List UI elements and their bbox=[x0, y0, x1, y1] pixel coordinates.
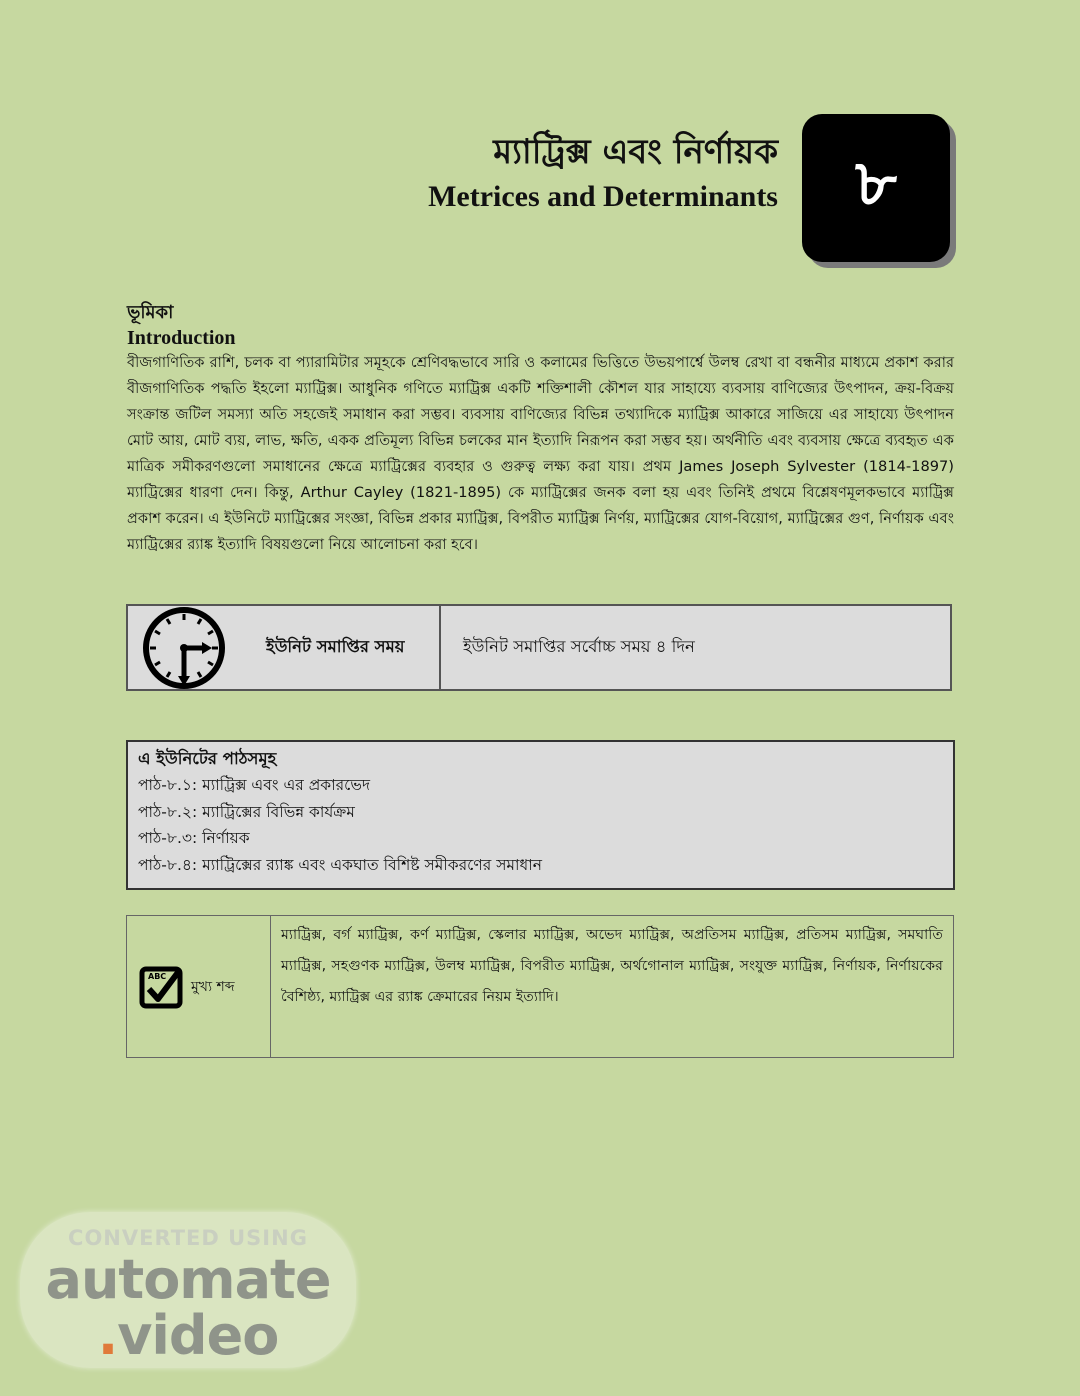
abc-icon-text: ABC bbox=[148, 971, 167, 981]
watermark-line1: CONVERTED USING bbox=[68, 1226, 308, 1250]
unit-time-value: ইউনিট সমাপ্তির সর্বোচ্চ সময় ৪ দিন bbox=[463, 637, 695, 656]
lessons-title: এ ইউনিটের পাঠসমূহ bbox=[138, 749, 277, 768]
lesson-item: পাঠ-৮.১: ম্যাট্রিক্স এবং এর প্রকারভেদ bbox=[138, 776, 371, 794]
chapter-number-badge: ৮ bbox=[802, 114, 950, 262]
clock-icon bbox=[138, 606, 230, 690]
watermark-dot: . bbox=[97, 1304, 118, 1367]
abc-checkbox-icon bbox=[139, 965, 185, 1009]
chapter-title-bengali: ম্যাট্রিক্স এবং নির্ণায়ক bbox=[493, 132, 778, 172]
intro-heading-english: Introduction bbox=[127, 327, 236, 349]
intro-paragraph: বীজগাণিতিক রাশি, চলক বা প্যারামিটার সমূহকে শ্রেণিবদ্ধভাবে সারি ও কলামের ভিত্তিতে উভয়পার্শ্বে উলম্ব রেখা বা বন্ধনীর মাধ্যমে প্রকাশ করার বীজগাণিতিক পদ্ধতি ইহলো ম্যাট্রিক্স। আধুনিক গণিতে ম্যাট্রিক্স একটি শক্তিশালী কৌশল যার সাহায্যে ব্যবসায় বাণিজ্যের উৎপাদন, ক্রয়-বিক্রয় সংক্রান্ত জটিল সমস্যা অতি সহজেই সমাধান করা সম্ভব। ব্যবসায় বাণিজ্যের বিভিন্ন তথ্যাদিকে ম্যাট্রিক্স আকারে সাজিয়ে এর সাহায্যে উৎপাদন মোট আয়, মোট ব্যয়, লাভ, ক্ষতি, একক প্রতিমূল্য বিভিন্ন চলকের মান ইত্যাদি নিরূপন করা সম্ভব হয়। অর্থনীতি এবং ব্যবসায় ক্ষেত্রে ব্যবহৃত এক মাত্রিক সমীকরণগুলো সমাধানের ক্ষেত্রে ম্যাট্রিক্সের ব্যবহার ও গুরুত্ব লক্ষ্য করা যায়। প্রথম James Joseph Sylvester (1814-1897) ম্যাট্রিক্সের ধারণা দেন। কিন্তু, Arthur Cayley (1821-1895) কে ম্যাট্রিক্সের জনক বলা হয় এবং তিনিই প্রথমে বিশ্লেষণমূলকভাবে ম্যাট্রিক্স প্রকাশ করেন। এ ইউনিটে ম্যাট্রিক্সের সংজ্ঞা, বিভিন্ন প্রকার ম্যাট্রিক্স, বিপরীত ম্যাট্রিক্স নির্ণয়, ম্যাট্রিক্সের যোগ-বিয়োগ, ম্যাট্রিক্সের গুণ, নির্ণায়ক এবং ম্যাট্রিক্সের র‍্যাঙ্ক ইত্যাদি বিষয়গুলো নিয়ে আলোচনা করা হবে। bbox=[127, 354, 954, 553]
lesson-item: পাঠ-৮.৩: নির্ণায়ক bbox=[138, 829, 250, 847]
watermark-line3-text: video bbox=[117, 1304, 279, 1367]
keywords-label-cell bbox=[127, 916, 271, 1057]
keywords-label: মুখ্য শব্দ bbox=[191, 978, 235, 995]
chapter-title-english: Metrices and Determinants bbox=[428, 180, 778, 213]
watermark-line2: automate bbox=[45, 1248, 331, 1311]
unit-time-box bbox=[126, 604, 952, 691]
keywords-text: ম্যাট্রিক্স, বর্গ ম্যাট্রিক্স, কর্ণ ম্যাট্রিক্স, স্কেলার ম্যাট্রিক্স, অভেদ ম্যাট্রিক্স, অপ্রতিসম ম্যাট্রিক্স, প্রতিসম ম্যাট্রিক্স, সমঘাতি ম্যাট্রিক্স, সহগুণক ম্যাট্রিক্স, উলম্ব ম্যাট্রিক্স, বিপরীত ম্যাট্রিক্স, অর্থগোনাল ম্যাট্রিক্স, সংযুক্ত ম্যাট্রিক্স, নির্ণায়ক, নির্ণায়কের বৈশিষ্ঠ্য, ম্যাট্রিক্স এর র‍্যাঙ্ক ক্রেমারের নিয়ম ইত্যাদি। bbox=[281, 927, 943, 1005]
unit-time-label-cell bbox=[128, 606, 441, 689]
keywords-box bbox=[126, 915, 954, 1058]
unit-time-label: ইউনিট সমাপ্তির সময় bbox=[266, 637, 405, 656]
watermark-line3 bbox=[20, 1304, 356, 1367]
lesson-item: পাঠ-৮.৪: ম্যাট্রিক্সের র‍্যাঙ্ক এবং একঘাত বিশিষ্ট সমীকরণের সমাধান bbox=[138, 855, 542, 874]
unit-lessons-box bbox=[126, 740, 955, 890]
intro-heading-bengali: ভূমিকা bbox=[127, 302, 174, 323]
lesson-item: পাঠ-৮.২: ম্যাট্রিক্সের বিভিন্ন কার্যক্রম bbox=[138, 802, 355, 821]
converter-watermark bbox=[20, 1212, 356, 1368]
